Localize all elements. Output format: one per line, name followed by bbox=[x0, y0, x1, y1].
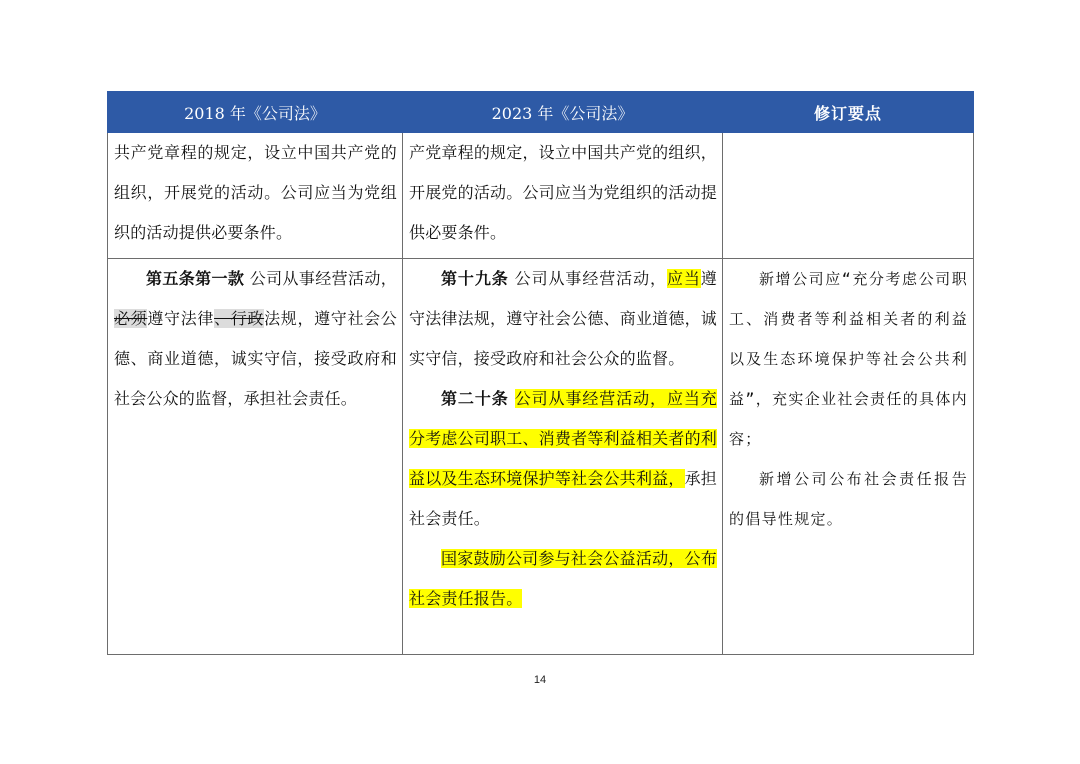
cell-notes-csr bbox=[723, 259, 974, 655]
article-label: 第五条第一款 bbox=[146, 269, 245, 288]
revision-note: 新增公司应“充分考虑公司职工、消费者等利益相关者的利益以及生态环境保护等社会公共利益”，充实企业社会责任的具体内容； bbox=[729, 270, 968, 448]
header-2023: 2023 年《公司法》 bbox=[403, 92, 723, 133]
highlighted-text: 应当 bbox=[666, 269, 701, 288]
article-label: 第二十条 bbox=[441, 389, 509, 408]
cell-2023-party: 产党章程的规定，设立中国共产党的组织，开展党的活动。公司应当为党组织的活动提供必要条件。 bbox=[403, 133, 723, 259]
article-5-paragraph: 第五条第一款 公司从事经营活动，必须遵守法律、行政法规，遵守社会公德、商业道德，诚实守信，接受政府和社会公众的监督，承担社会责任。 bbox=[114, 269, 398, 408]
article-19-paragraph: 第十九条 公司从事经营活动，应当遵守法律法规，遵守社会公德、商业道德，诚实守信，接受政府和社会公众的监督。 bbox=[409, 269, 717, 368]
cell-2018-article5 bbox=[108, 259, 403, 655]
article-label: 第十九条 bbox=[441, 269, 509, 288]
header-revision-points: 修订要点 bbox=[723, 92, 974, 133]
page-number: 14 bbox=[533, 674, 547, 686]
table-row bbox=[108, 259, 974, 655]
table-row bbox=[108, 133, 974, 259]
encouragement-paragraph bbox=[409, 539, 717, 619]
cell-notes-party bbox=[723, 133, 974, 259]
cell-2018-party: 共产党章程的规定，设立中国共产党的组织，开展党的活动。公司应当为党组织的活动提供必要条件。 bbox=[108, 133, 403, 259]
header-2018: 2018 年《公司法》 bbox=[108, 92, 403, 133]
deleted-text: 必须 bbox=[114, 309, 148, 328]
highlighted-text: 公司从事经营活动，应当充分考虑公司职工、消费者等利益相关者的利益以及生态环境保护等社会公共利益， bbox=[409, 389, 717, 488]
highlighted-text: 国家鼓励公司参与社会公益活动，公布社会责任报告。 bbox=[409, 549, 717, 608]
cell-2023-articles bbox=[403, 259, 723, 655]
law-comparison-table bbox=[107, 91, 974, 655]
table-header-row bbox=[108, 92, 974, 133]
article-20-paragraph: 第二十条 公司从事经营活动，应当充分考虑公司职工、消费者等利益相关者的利益以及生态环境保护等社会公共利益，承担社会责任。 bbox=[409, 389, 717, 528]
deleted-text: 、行政 bbox=[214, 309, 265, 328]
revision-note: 新增公司公布社会责任报告的倡导性规定。 bbox=[729, 470, 968, 528]
